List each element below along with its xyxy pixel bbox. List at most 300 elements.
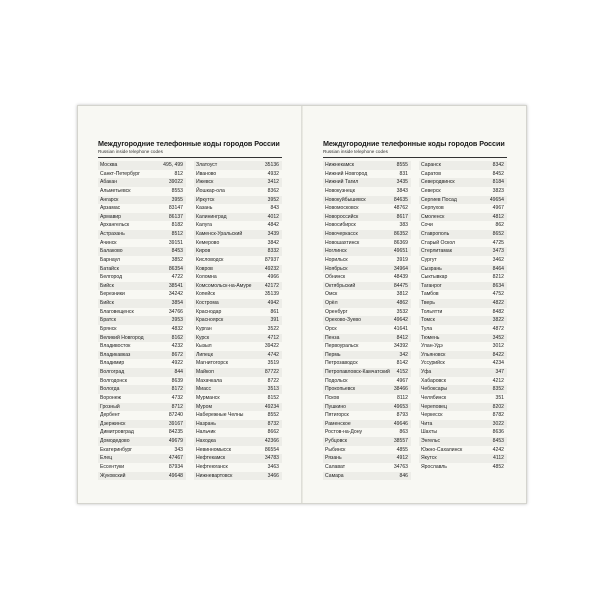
city-name: Томск (421, 317, 435, 324)
city-name: Майкоп (196, 369, 214, 375)
city-name: Кострома (196, 300, 219, 306)
city-name: Липецк (196, 351, 213, 358)
city-name: Улан-Удэ (421, 343, 443, 350)
city-name: Сургут (421, 256, 437, 263)
table-row (419, 437, 507, 446)
table-row (98, 299, 186, 308)
city-name: Подольск (325, 377, 348, 384)
table-row (98, 273, 186, 282)
phone-code: 3842 (267, 239, 279, 246)
city-name: Псков (325, 394, 340, 401)
city-name: Южно-Сахалинск (421, 446, 463, 453)
phone-code: 86369 (393, 239, 408, 246)
table-row (98, 334, 186, 343)
table-row (419, 170, 507, 179)
table-row (194, 472, 282, 481)
city-name: Владикавказ (100, 351, 131, 358)
table-row (419, 316, 507, 325)
table-row (194, 437, 282, 446)
phone-code: 49232 (264, 265, 279, 272)
city-name: Астрахань (100, 231, 125, 237)
city-name: Новокуйбышевск (325, 196, 366, 203)
table-row (194, 428, 282, 437)
city-name: Нижний Новгород (325, 170, 368, 177)
phone-code: 84635 (393, 196, 408, 203)
city-name: Калуга (196, 222, 212, 229)
city-name: Санкт-Петербург (100, 170, 140, 177)
table-row (98, 454, 186, 463)
phone-code: 3462 (492, 256, 504, 263)
phone-code: 4742 (267, 351, 279, 358)
phone-code: 4712 (267, 334, 279, 341)
table-row (323, 368, 411, 377)
city-name: Невинномысск (196, 446, 232, 453)
city-name: Арзамас (100, 205, 121, 212)
phone-code: 861 (270, 308, 279, 315)
city-name: Иркутск (196, 196, 215, 203)
phone-code: 4852 (492, 463, 504, 470)
phone-code: 8202 (492, 403, 504, 410)
table-row (419, 204, 507, 213)
city-name: Коломна (196, 274, 217, 281)
phone-code: 3513 (267, 386, 279, 393)
city-name: Нижний Тагил (325, 179, 359, 186)
table-row (98, 359, 186, 368)
phone-code: 3952 (267, 196, 279, 203)
city-name: Таганрог (421, 282, 442, 289)
table-row (194, 316, 282, 325)
table-row (194, 394, 282, 403)
table-row (323, 454, 411, 463)
city-name: Комсомольск-на-Амуре (196, 282, 252, 289)
city-name: Рубцовск (325, 438, 348, 444)
city-name: Волгоград (100, 369, 125, 375)
table-row (323, 463, 411, 472)
city-name: Энгельс (421, 438, 441, 444)
phone-code: 3852 (171, 256, 183, 263)
table-row (98, 196, 186, 205)
table-row (98, 187, 186, 196)
table-row (323, 420, 411, 429)
table-row (194, 247, 282, 256)
city-name: Орск (325, 325, 337, 332)
phone-code: 8732 (267, 420, 279, 427)
table-row (98, 342, 186, 351)
table-row (98, 170, 186, 179)
city-name: Киров (196, 248, 211, 255)
table-row (98, 290, 186, 299)
city-name: Волгодонск (100, 377, 127, 384)
phone-code: 4855 (396, 446, 408, 453)
phone-code: 3412 (267, 179, 279, 186)
phone-code: 49642 (393, 317, 408, 324)
table-row (323, 170, 411, 179)
city-name: Находка (196, 438, 216, 444)
city-name: Жуковский (100, 472, 126, 479)
city-name: Северодвинск (421, 179, 455, 186)
phone-code: 84475 (393, 282, 408, 289)
city-name: Пушкино (325, 403, 347, 410)
city-name: Ангарск (100, 196, 119, 203)
table-row (194, 221, 282, 230)
phone-code: 87937 (264, 256, 279, 263)
phone-code: 86352 (393, 231, 408, 237)
phone-code: 8782 (492, 412, 504, 419)
table-row (323, 247, 411, 256)
phone-code: 8712 (171, 403, 183, 410)
phone-code: 4212 (492, 377, 504, 384)
city-name: Ростов-на-Дону (325, 429, 363, 436)
city-name: Прокопьевск (325, 386, 356, 393)
table-row (194, 403, 282, 412)
city-name: Ярославль (421, 463, 447, 470)
city-name: Первоуральск (325, 343, 359, 350)
table-row (419, 454, 507, 463)
code-column (419, 161, 507, 472)
phone-code: 49653 (393, 403, 408, 410)
city-name: Стерлитамак (421, 248, 452, 255)
city-name: Тула (421, 325, 433, 332)
phone-code: 383 (399, 222, 408, 229)
table-row (419, 187, 507, 196)
city-name: Абакан (100, 179, 118, 186)
page-subtitle: Russian inside telephone codes (98, 149, 163, 154)
phone-code: 47467 (168, 455, 183, 462)
table-row (98, 472, 186, 481)
phone-code: 8422 (492, 351, 504, 358)
city-name: Домодедово (100, 438, 130, 444)
table-row (419, 334, 507, 343)
phone-code: 49234 (264, 403, 279, 410)
city-name: Назрань (196, 420, 216, 427)
code-column (323, 161, 411, 480)
phone-code: 862 (495, 222, 504, 229)
phone-code: 3953 (171, 317, 183, 324)
table-row (98, 351, 186, 360)
table-row (419, 403, 507, 412)
table-row (419, 385, 507, 394)
phone-code: 39022 (168, 179, 183, 186)
phone-code: 4842 (267, 222, 279, 229)
phone-code: 42366 (264, 438, 279, 444)
phone-code: 34783 (264, 455, 279, 462)
phone-code: 49651 (393, 248, 408, 255)
table-row (98, 428, 186, 437)
book-spread (77, 105, 527, 504)
title-rule (98, 157, 282, 158)
table-row (194, 256, 282, 265)
city-name: Краснодар (196, 308, 222, 315)
phone-code: 42172 (264, 282, 279, 289)
table-row (194, 239, 282, 248)
city-name: Нальчик (196, 429, 216, 436)
phone-code: 863 (399, 429, 408, 436)
phone-code: 49679 (168, 438, 183, 444)
table-row (419, 239, 507, 248)
city-name: Бийск (100, 282, 114, 289)
city-name: Курск (196, 334, 210, 341)
phone-code: 342 (399, 351, 408, 358)
phone-code: 4242 (492, 446, 504, 453)
table-row (323, 411, 411, 420)
table-row (194, 411, 282, 420)
phone-code: 8342 (492, 162, 504, 168)
table-row (98, 161, 186, 170)
table-row (323, 446, 411, 455)
city-name: Набережные Челны (196, 412, 244, 419)
table-row (419, 273, 507, 282)
city-name: Сочи (421, 222, 433, 229)
table-row (194, 385, 282, 394)
page-subtitle: Russian inside telephone codes (323, 149, 388, 154)
phone-code: 4966 (267, 274, 279, 281)
phone-code: 41641 (393, 325, 408, 332)
city-name: Чита (421, 420, 433, 427)
phone-code: 49648 (168, 472, 183, 479)
table-row (194, 463, 282, 472)
page-title: Междугородние телефонные коды городов России (98, 139, 280, 148)
city-name: Петропавловск-Камчатский (325, 369, 390, 375)
phone-code: 3919 (396, 256, 408, 263)
city-name: Дербент (100, 412, 120, 419)
table-row (194, 325, 282, 334)
phone-code: 3466 (267, 472, 279, 479)
phone-code: 8453 (492, 438, 504, 444)
phone-code: 3022 (492, 420, 504, 427)
table-row (323, 204, 411, 213)
table-row (98, 221, 186, 230)
city-name: Чебоксары (421, 386, 448, 393)
table-row (323, 308, 411, 317)
table-row (98, 394, 186, 403)
phone-code: 391 (270, 317, 279, 324)
city-name: Альметьевск (100, 187, 131, 194)
table-row (194, 230, 282, 239)
table-row (194, 446, 282, 455)
table-row (323, 256, 411, 265)
phone-code: 34964 (393, 265, 408, 272)
table-row (323, 377, 411, 386)
phone-code: 8617 (396, 213, 408, 220)
phone-code: 8182 (171, 222, 183, 229)
city-name: Муром (196, 403, 212, 410)
table-row (419, 411, 507, 420)
phone-code: 8555 (396, 162, 408, 168)
table-row (194, 178, 282, 187)
phone-code: 3519 (267, 360, 279, 367)
city-name: Москва (100, 162, 118, 168)
city-name: Ижевск (196, 179, 214, 186)
table-row (419, 299, 507, 308)
city-name: Магнитогорск (196, 360, 228, 367)
table-row (194, 196, 282, 205)
phone-code: 846 (399, 472, 408, 479)
city-name: Сыктывкар (421, 274, 448, 281)
phone-code: 39422 (264, 343, 279, 350)
city-name: Черкесск (421, 412, 443, 419)
phone-code: 8172 (171, 386, 183, 393)
city-name: Серпухов (421, 205, 444, 212)
table-row (323, 472, 411, 481)
phone-code: 38541 (168, 282, 183, 289)
phone-code: 4725 (492, 239, 504, 246)
city-name: Нефтеюганск (196, 463, 228, 470)
phone-code: 3522 (267, 325, 279, 332)
table-row (194, 161, 282, 170)
phone-code: 4932 (267, 170, 279, 177)
city-name: Йошкар-ола (196, 187, 225, 194)
phone-code: 8184 (492, 179, 504, 186)
city-name: Брянск (100, 325, 117, 332)
city-name: Златоуст (196, 162, 218, 168)
city-name: Северск (421, 187, 441, 194)
table-row (419, 196, 507, 205)
phone-code: 8352 (492, 386, 504, 393)
city-name: Октябрьский (325, 282, 356, 289)
table-row (98, 282, 186, 291)
city-name: Копейск (196, 291, 216, 298)
phone-code: 86554 (264, 446, 279, 453)
phone-code: 8332 (267, 248, 279, 255)
phone-code: 4012 (267, 213, 279, 220)
city-name: Пятигорск (325, 412, 349, 419)
phone-code: 3435 (396, 179, 408, 186)
city-name: Владивосток (100, 343, 131, 350)
table-row (194, 187, 282, 196)
city-name: Новомосковск (325, 205, 359, 212)
table-row (419, 394, 507, 403)
city-name: Норильск (325, 256, 348, 263)
table-row (419, 230, 507, 239)
phone-code: 35136 (264, 162, 279, 168)
phone-code: 4152 (396, 369, 408, 375)
phone-code: 8662 (267, 429, 279, 436)
table-row (98, 213, 186, 222)
phone-code: 495, 499 (163, 162, 183, 168)
table-row (419, 359, 507, 368)
city-name: Кызыл (196, 343, 212, 350)
city-name: Грозный (100, 403, 120, 410)
city-name: Новошахтинск (325, 239, 360, 246)
city-name: Рязань (325, 455, 342, 462)
phone-code: 8112 (397, 394, 408, 401)
phone-code: 4752 (492, 291, 504, 298)
city-name: Пенза (325, 334, 340, 341)
table-row (419, 446, 507, 455)
phone-code: 343 (174, 446, 183, 453)
phone-code: 8362 (267, 187, 279, 194)
table-row (419, 247, 507, 256)
city-name: Кисловодск (196, 256, 224, 263)
table-row (323, 273, 411, 282)
table-row (419, 282, 507, 291)
phone-code: 8636 (492, 429, 504, 436)
table-row (323, 178, 411, 187)
city-name: Нижнекамск (325, 162, 355, 168)
table-row (323, 334, 411, 343)
phone-code: 8512 (171, 231, 183, 237)
city-name: Петрозаводск (325, 360, 358, 367)
phone-code: 87722 (264, 369, 279, 375)
phone-code: 8672 (171, 351, 183, 358)
city-name: Самара (325, 472, 344, 479)
phone-code: 83147 (168, 205, 183, 212)
table-row (194, 204, 282, 213)
city-name: Обнинск (325, 274, 346, 281)
city-name: Кемерово (196, 239, 220, 246)
table-row (323, 221, 411, 230)
table-row (194, 299, 282, 308)
city-name: Калининград (196, 213, 227, 220)
code-column (194, 161, 282, 480)
phone-code: 3463 (267, 463, 279, 470)
phone-code: 35139 (264, 291, 279, 298)
city-name: Тюмень (421, 334, 440, 341)
phone-code: 34242 (168, 291, 183, 298)
city-name: Казань (196, 205, 213, 212)
table-row (194, 290, 282, 299)
table-row (98, 411, 186, 420)
table-row (323, 351, 411, 360)
table-row (323, 282, 411, 291)
phone-code: 87934 (168, 463, 183, 470)
phone-code: 812 (174, 170, 183, 177)
city-name: Рыбинск (325, 446, 346, 453)
phone-code: 49654 (489, 196, 504, 203)
city-name: Балаково (100, 248, 123, 255)
phone-code: 39167 (168, 420, 183, 427)
phone-code: 4832 (171, 325, 183, 332)
city-name: Благовещенск (100, 308, 134, 315)
city-name: Тверь (421, 300, 435, 306)
city-name: Раменское (325, 420, 351, 427)
phone-code: 4722 (171, 274, 183, 281)
phone-code: 48439 (393, 274, 408, 281)
phone-code: 3854 (171, 300, 183, 306)
phone-code: 34392 (393, 343, 408, 350)
table-row (194, 351, 282, 360)
phone-code: 844 (174, 369, 183, 375)
phone-code: 4967 (396, 377, 408, 384)
table-row (98, 230, 186, 239)
phone-code: 4234 (492, 360, 504, 367)
phone-code: 3843 (396, 187, 408, 194)
table-row (194, 265, 282, 274)
city-name: Иваново (196, 170, 217, 177)
city-name: Новороссийск (325, 213, 359, 220)
city-name: Елец (100, 455, 113, 462)
table-row (419, 213, 507, 222)
city-name: Ноглинск (325, 248, 347, 255)
phone-code: 38557 (393, 438, 408, 444)
phone-code: 351 (495, 394, 504, 401)
table-row (419, 290, 507, 299)
city-name: Пермь (325, 351, 341, 358)
phone-code: 3473 (492, 248, 504, 255)
table-row (194, 377, 282, 386)
table-row (194, 420, 282, 429)
city-name: Воронеж (100, 394, 121, 401)
table-row (323, 385, 411, 394)
table-row (98, 377, 186, 386)
city-name: Красноярск (196, 317, 224, 324)
table-row (323, 299, 411, 308)
left-page (78, 106, 301, 503)
phone-code: 3823 (492, 187, 504, 194)
phone-code: 3532 (396, 308, 408, 315)
table-row (419, 161, 507, 170)
table-row (194, 359, 282, 368)
